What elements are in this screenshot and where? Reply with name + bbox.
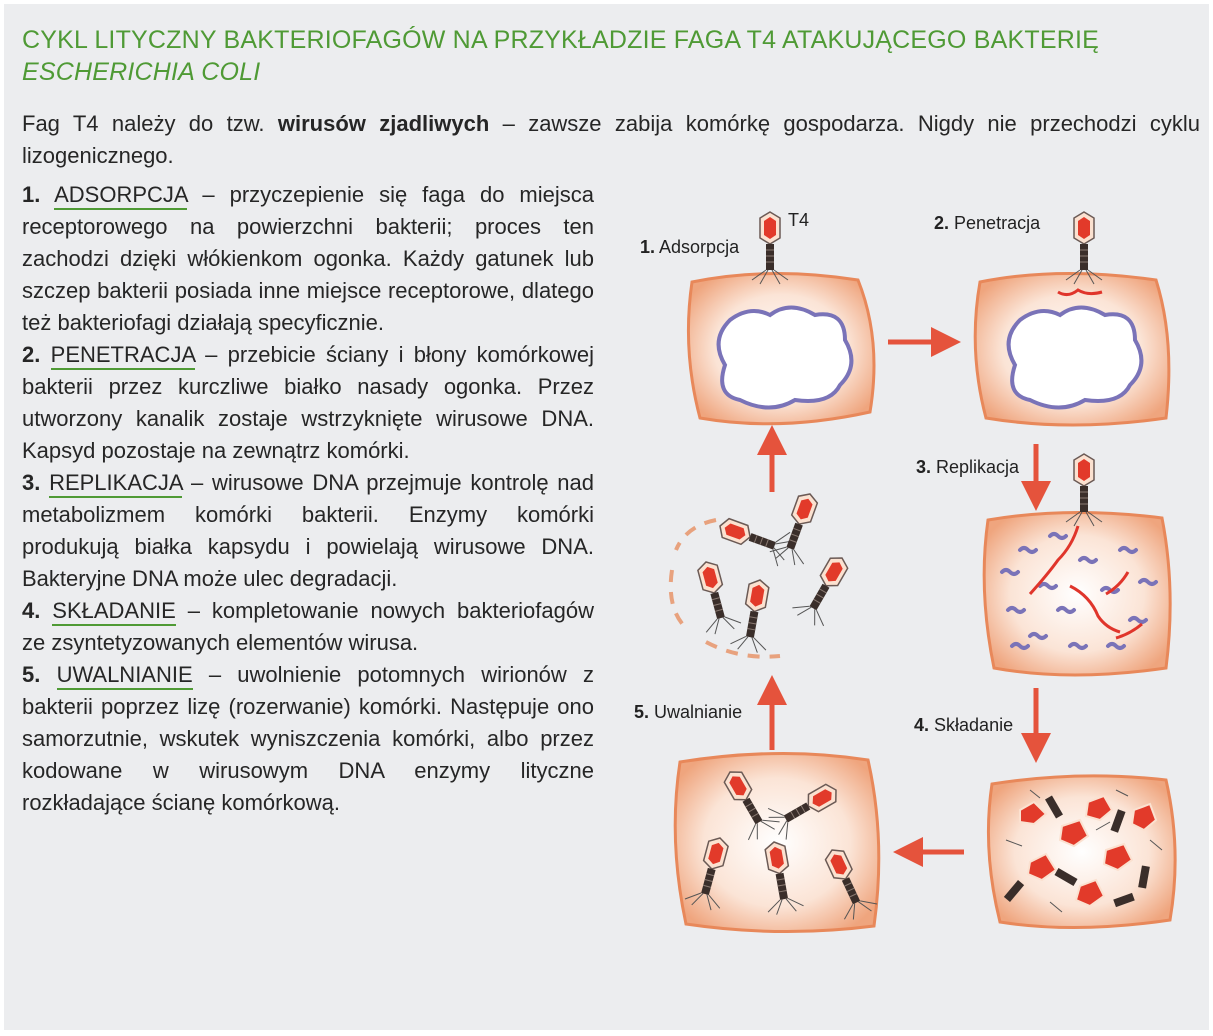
step-text: – uwolnienie potomnych wirionów z bakterii poprzez lizę (rozerwanie) komórki. Następuje ono samorzutnie, wskutek wyniszczenia komórki, albo przez kodowane w wirusowym DNA enzymy lityczne rozkładające ścianę komórkową. [22, 662, 594, 815]
step-2 [22, 339, 594, 467]
stage-label-3: 3. Replikacja [916, 457, 1020, 477]
phage-icon [689, 557, 742, 636]
phage-icon [714, 509, 794, 567]
intro-bold: wirusów zjadliwych [277, 111, 490, 136]
step-1 [22, 179, 594, 339]
cell-release [675, 753, 879, 931]
step-keyword: REPLIKACJA [49, 470, 182, 498]
step-keyword: SKŁADANIE [52, 598, 176, 626]
title-line-1: CYKL LITYCZNY BAKTERIOFAGÓW NA PRZYKŁADZIE FAGA T4 ATAKUJĄCEGO BAKTERIĘ [22, 26, 1099, 54]
phage-icon [730, 577, 778, 654]
step-number: 2. [22, 342, 41, 367]
step-text: – przyczepienie się faga do miejsca receptorowego na powierzchni bakterii; proces ten zachodzi dzięki włókienkom ogonka. Każdy gatunek lub szczep bakterii posiada inne miejsce receptorowe, dlatego też bakteriofagi działają specyficznie. [22, 182, 594, 335]
step-keyword: PENETRACJA [51, 342, 195, 370]
stage-label-5: 5. Uwalnianie [634, 702, 743, 722]
cell-replication [984, 454, 1170, 675]
phage-t4-label: T4 [788, 210, 810, 230]
stage-label-4: 4. Składanie [914, 715, 1014, 735]
step-5 [22, 659, 594, 819]
cell-assembly [988, 776, 1175, 928]
step-text: – kompletowanie nowych bakteriofagów ze zsyntetyzowanych elementów wirusa. [22, 598, 594, 655]
step-number: 4. [22, 598, 41, 623]
cell-penetration [975, 212, 1169, 425]
step-4 [22, 595, 594, 659]
released-phages [671, 488, 858, 657]
stage-label-2: 2. Penetracja [934, 213, 1041, 233]
step-number: 5. [22, 662, 41, 687]
intro-text-2: – zawsze zabija komórkę gospodarza. Nigdy nie przechodzi cyklu lizogenicznego. [22, 111, 1200, 168]
title-line-2: ESCHERICHIA COLI [22, 58, 261, 86]
phage-icon [790, 549, 857, 629]
page-title [22, 24, 1202, 88]
step-text: – przebicie ściany i błony komórkowej bakterii przez kurczliwe białko nasady ogonka. Przez utworzony kanalik zostaje wstrzyknięte wirusowe DNA. Kapsyd pozostaje na zewnątrz komórki. [22, 342, 594, 463]
step-text: – wirusowe DNA przejmuje kontrolę nad metabolizmem komórki bakterii. Enzymy komórki produkują białka kapsydu i powielają wirusowe DNA. Bakteryjne DNA może ulec degradacji. [22, 470, 594, 591]
steps-list [22, 179, 594, 819]
intro-text-1: Fag T4 należy do tzw. [22, 111, 278, 136]
step-number: 3. [22, 470, 41, 495]
lytic-cycle-diagram [610, 190, 1205, 940]
step-keyword: ADSORPCJA [54, 182, 187, 210]
intro-paragraph [22, 108, 1200, 172]
stage-label-1: 1. Adsorpcja [640, 237, 740, 257]
phage-icon [768, 488, 826, 568]
step-keyword: UWALNIANIE [57, 662, 193, 690]
step-3 [22, 467, 594, 595]
step-number: 1. [22, 182, 41, 207]
